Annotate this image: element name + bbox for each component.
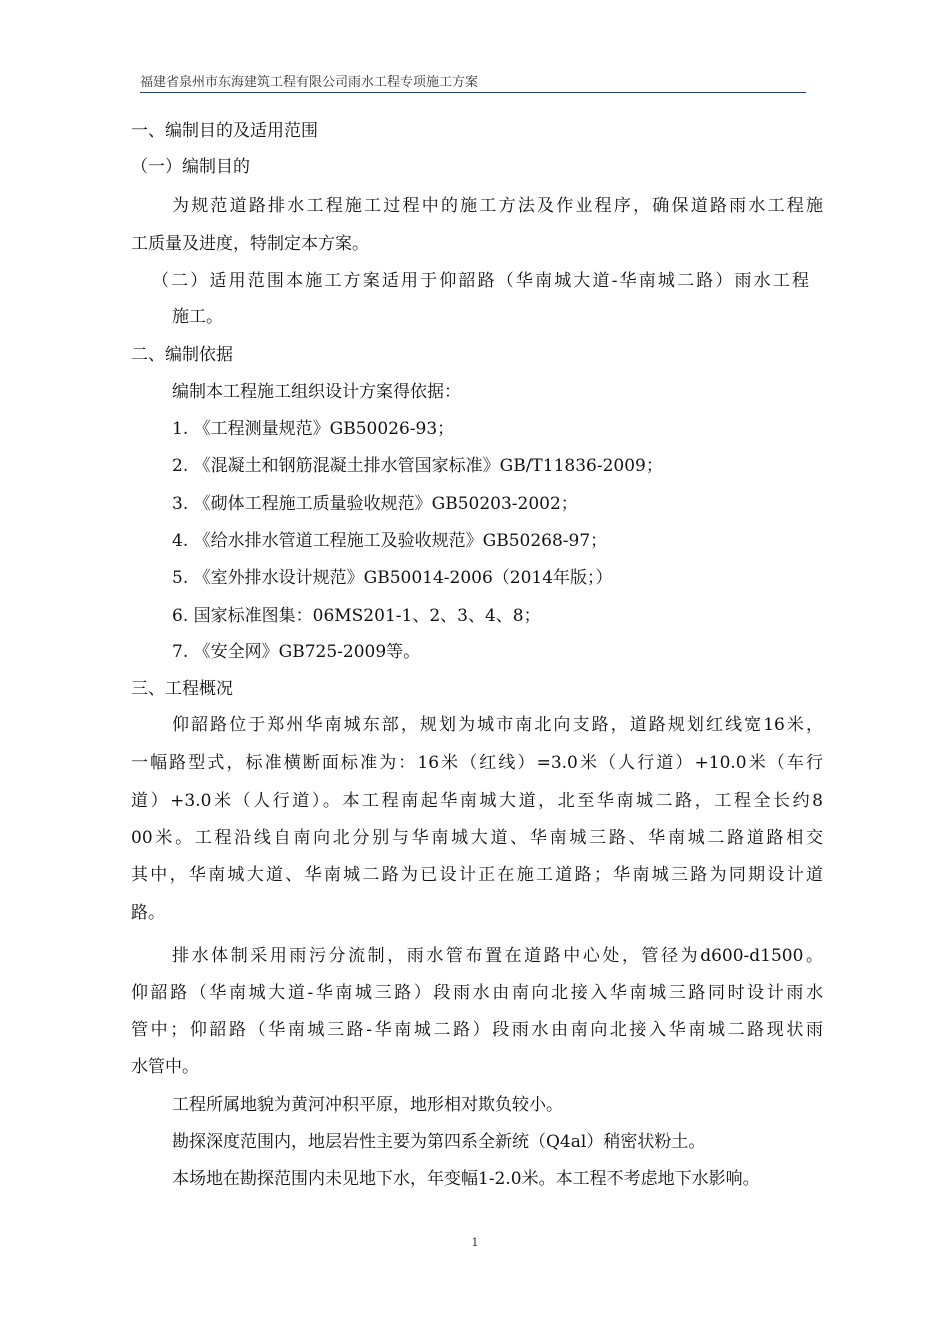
reference-item: 3. 《砌体工程施工质量验收规范》GB50203-2002； (172, 494, 578, 514)
section-3-heading: 三、工程概况 (131, 679, 233, 699)
overview-paragraph-line: 其中，华南城大道、华南城二路为已设计正在施工道路；华南城三路为同期设计道 (131, 865, 823, 885)
section-2-intro: 编制本工程施工组织设计方案得依据： (172, 382, 461, 402)
section-1-heading: 一、编制目的及适用范围 (131, 121, 318, 141)
reference-item: 5. 《室外排水设计规范》GB50014-2006（2014年版；） (172, 568, 613, 588)
reference-item: 1. 《工程测量规范》GB50026-93； (172, 419, 455, 439)
section-1-2-line: 施工。 (172, 307, 223, 327)
section-1-1-paragraph-line: 工质量及进度，特制定本方案。 (131, 234, 369, 254)
reference-item: 6. 国家标准图集：06MS201-1、2、3、4、8； (172, 606, 541, 626)
drainage-paragraph-line: 仰韶路（华南城大道-华南城三路）段雨水由南向北接入华南城三路同时设计雨水 (131, 983, 823, 1003)
section-1-1-paragraph-line: 为规范道路排水工程施工过程中的施工方法及作业程序，确保道路雨水工程施 (172, 196, 823, 216)
page-number: 1 (471, 1236, 479, 1249)
section-1-1-heading: （一）编制目的 (131, 157, 250, 177)
overview-paragraph-line: 道）+3.0米（人行道）。本工程南起华南城大道，北至华南城二路，工程全长约8 (131, 791, 823, 811)
drainage-paragraph-line: 排水体制采用雨污分流制，雨水管布置在道路中心处，管径为d600-d1500。 (172, 946, 823, 966)
landform-paragraph: 工程所属地貌为黄河冲积平原，地形相对欺负较小。 (172, 1095, 563, 1115)
section-2-heading: 二、编制依据 (131, 345, 233, 365)
strata-paragraph: 勘探深度范围内，地层岩性主要为第四系全新统（Q4al）稍密状粉土。 (172, 1132, 706, 1152)
overview-paragraph-line: 00米。工程沿线自南向北分别与华南城大道、华南城三路、华南城二路道路相交 (131, 828, 823, 848)
reference-item: 2. 《混凝土和钢筋混凝土排水管国家标准》GB/T11836-2009； (172, 456, 663, 476)
section-1-2-line: （二）适用范围本施工方案适用于仰韶路（华南城大道-华南城二路）雨水工程 (152, 271, 809, 291)
overview-paragraph-line: 仰韶路位于郑州华南城东部，规划为城市南北向支路，道路规划红线宽16米， (172, 715, 823, 735)
groundwater-paragraph: 本场地在勘探范围内未见地下水，年变幅1-2.0米。本工程不考虑地下水影响。 (172, 1169, 760, 1189)
drainage-paragraph-line: 水管中。 (131, 1057, 199, 1077)
drainage-paragraph-line: 管中；仰韶路（华南城三路-华南城二路）段雨水由南向北接入华南城二路现状雨 (131, 1020, 823, 1040)
reference-item: 7. 《安全网》GB725-2009等。 (172, 642, 421, 662)
overview-paragraph-line: 一幅路型式，标准横断面标准为：16米（红线）=3.0米（人行道）+10.0米（车行 (131, 753, 823, 773)
overview-paragraph-line: 路。 (131, 903, 165, 923)
page-header: 福建省泉州市东海建筑工程有限公司雨水工程专项施工方案 (140, 74, 806, 93)
reference-item: 4. 《给水排水管道工程施工及验收规范》GB50268-97； (172, 531, 608, 551)
